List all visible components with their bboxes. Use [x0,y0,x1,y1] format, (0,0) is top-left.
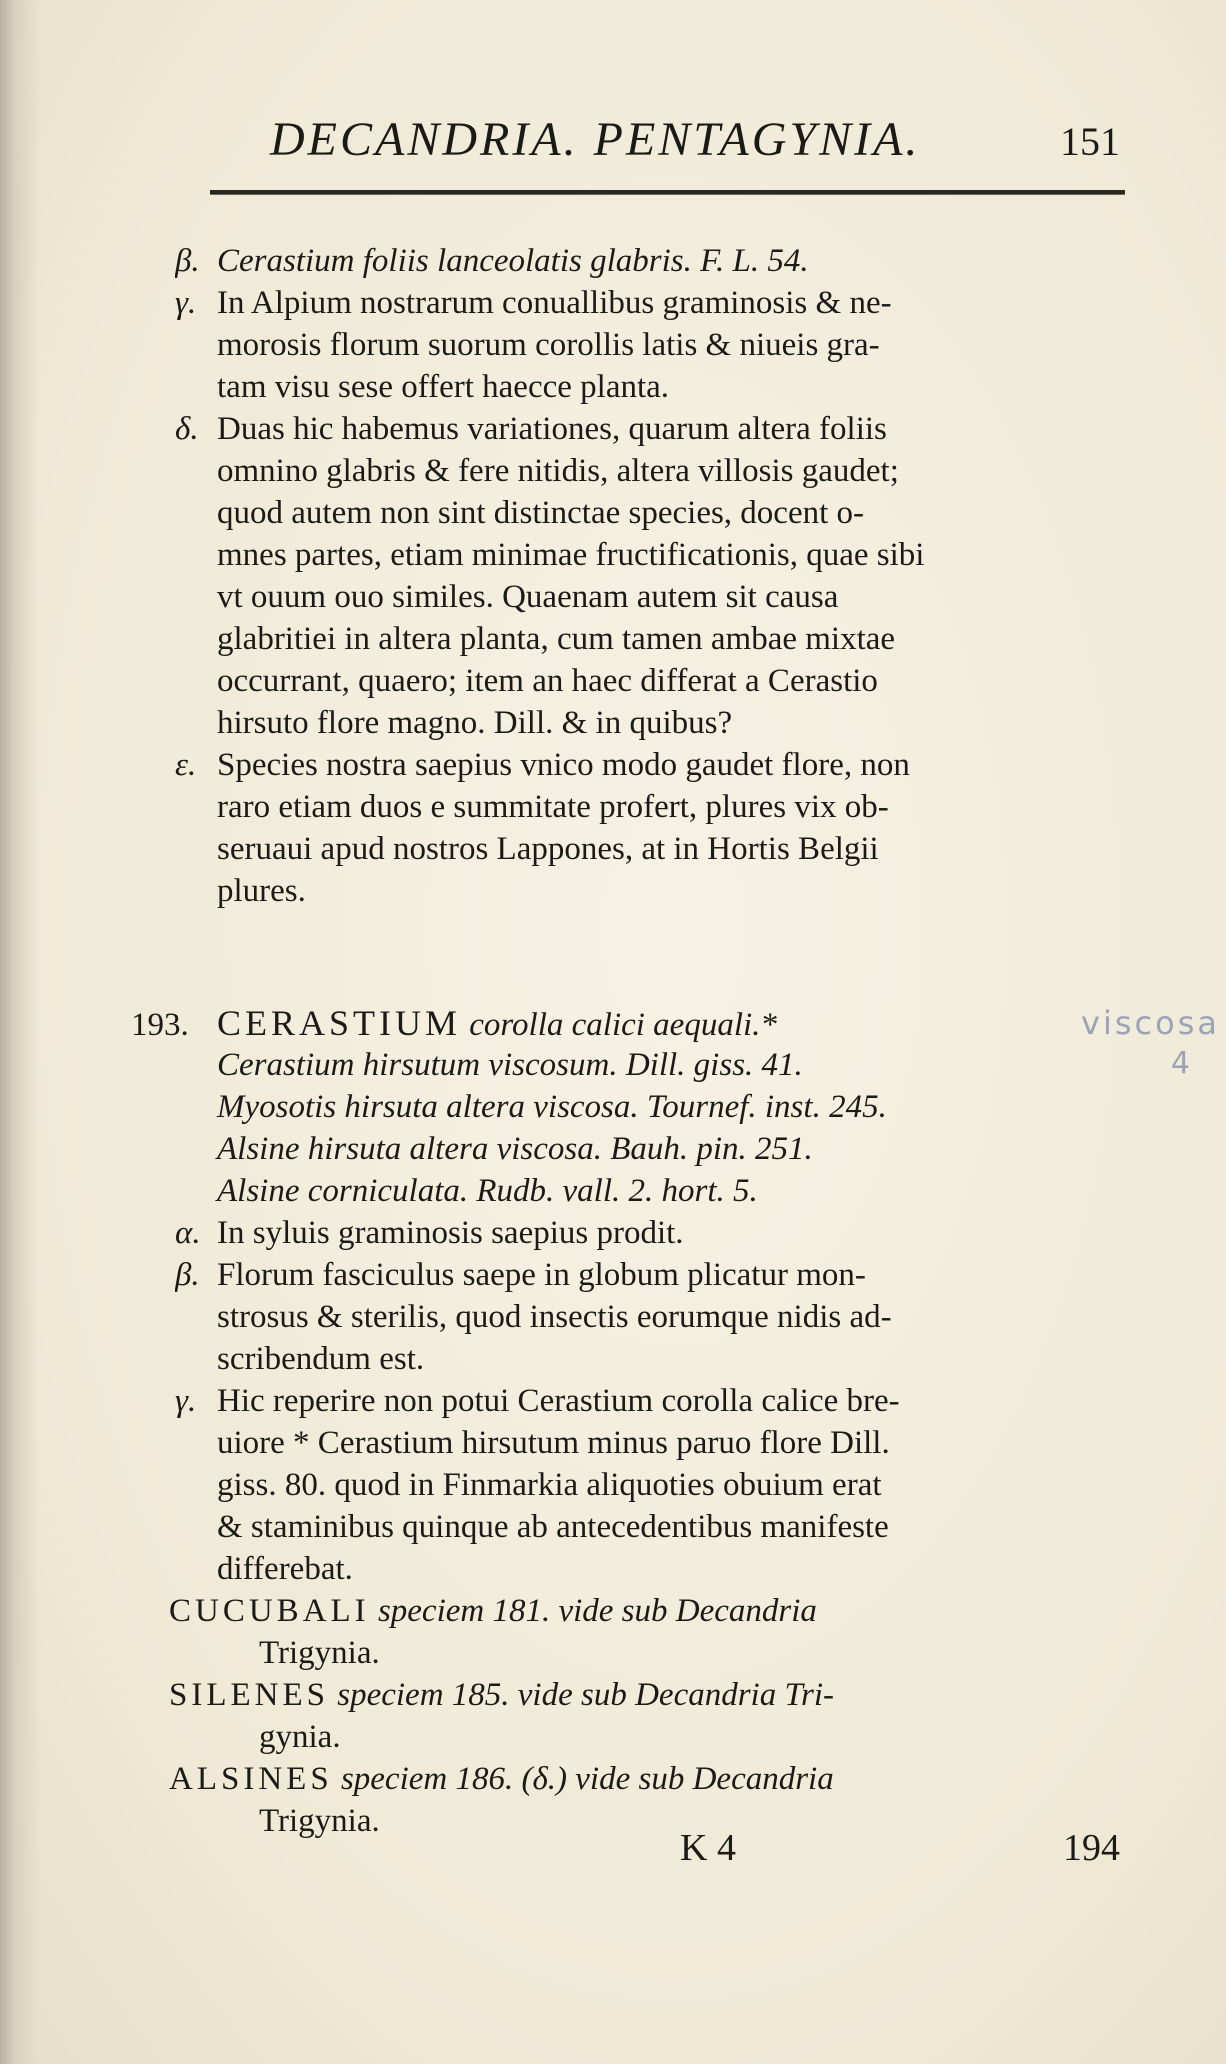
text-line: α. In syluis graminosis saepius prodit. [175,1215,684,1251]
cross-genus: ALSINES [169,1761,333,1797]
page-footer [670,1826,1120,1876]
text-line: δ. Duas hic habemus variationes, quarum altera foliis [175,411,887,447]
spine-shadow [0,0,40,2064]
species-heading [131,1002,1115,1044]
synonym-line: Alsine hirsuta altera viscosa. Bauh. pin. 251. [217,1131,813,1167]
cross-reference [169,1674,1115,1716]
margin-annotation: 4 [1170,1046,1190,1081]
cross-reference [169,1590,1115,1632]
species-number: 193. [131,1007,189,1043]
text-line: scribendum est. [217,1341,425,1377]
text-line: γ. In Alpium nostrarum conuallibus graminosis & ne- [175,285,892,321]
text-line: mnes partes, etiam minimae fructificationis, quae sibi [217,537,925,573]
text-line: omnino glabris & fere nitidis, altera villosis gaudet; [217,453,899,489]
margin-annotation: viscosa [1081,1004,1220,1042]
text-line: quod autem non sint distinctae species, docent o- [217,495,865,531]
genus-name: CERASTIUM [217,1003,462,1043]
cross-continuation: Trigynia. [259,1803,380,1839]
text-line: tam visu sese offert haecce planta. [217,369,670,405]
section-gap [175,912,1115,1002]
text-line: ε. Species nostra saepius vnico modo gaudet flore, non [175,747,910,783]
text-line: β. Florum fasciculus saepe in globum plicatur mon- [175,1257,866,1293]
text-line: hirsuto flore magno. Dill. & in quibus? [217,705,733,741]
synonym-line: Alsine corniculata. Rudb. vall. 2. hort. 5. [217,1173,758,1209]
cross-reference [169,1758,1115,1800]
cross-rest: speciem 186. (δ.) vide sub Decandria [340,1761,834,1797]
text-line: & staminibus quinque ab antecedentibus manifeste [217,1509,889,1545]
page-header [270,112,1120,182]
text-line: seruaui apud nostros Lappones, at in Hortis Belgii [217,831,879,867]
text-line: uiore * Cerastium hirsutum minus paruo flore Dill. [217,1425,890,1461]
cross-rest: speciem 185. vide sub Decandria Tri- [337,1677,835,1713]
cross-genus: CUCUBALI [169,1593,370,1629]
text-line: γ. Hic reperire non potui Cerastium corolla calice bre- [175,1383,900,1419]
species-diagnosis: corolla calici aequali.* [469,1007,777,1043]
text-line: plures. [217,873,306,909]
text-line: strosus & sterilis, quod insectis eorumque nidis ad- [217,1299,892,1335]
running-head: DECANDRIA. PENTAGYNIA. [270,113,921,166]
signature-mark: K 4 [680,1827,736,1869]
synonym-line: Myosotis hirsuta altera viscosa. Tournef. inst. 245. [217,1089,887,1125]
text-line: occurrant, quaero; item an haec differat a Cerastio [217,663,878,699]
text-line: glabritiei in altera planta, cum tamen ambae mixtae [217,621,896,657]
cross-continuation: gynia. [259,1719,341,1755]
text-line: vt ouum ouo similes. Quaenam autem sit causa [217,579,839,615]
header-rule [210,190,1125,195]
synonym-line: Cerastium hirsutum viscosum. Dill. giss. 41. [217,1047,803,1083]
text-line: morosis florum suorum corollis latis & niueis gra- [217,327,880,363]
cross-rest: speciem 181. vide sub Decandria [377,1593,817,1629]
page-body [131,240,1115,1842]
cross-continuation: Trigynia. [259,1635,380,1671]
text-line: giss. 80. quod in Finmarkia aliquoties obuium erat [217,1467,882,1503]
text-line: β. Cerastium foliis lanceolatis glabris. F. L. 54. [175,243,809,279]
cross-genus: SILENES [169,1677,329,1713]
text-line: raro etiam duos e summitate profert, plures vix ob- [217,789,889,825]
page-number: 151 [1060,119,1120,164]
text-line: differebat. [217,1551,353,1587]
catchword: 194 [1063,1827,1120,1869]
